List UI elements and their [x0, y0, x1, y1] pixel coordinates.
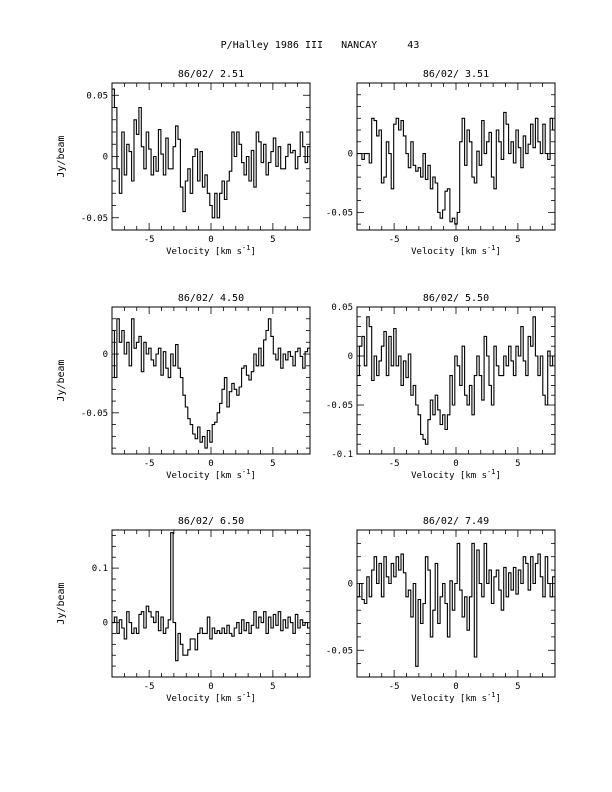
x-axis-label — [166, 244, 256, 257]
x-tick-label: 5 — [515, 459, 521, 469]
x-tick-label: 0 — [453, 682, 459, 692]
y-tick-label: -0.1 — [331, 450, 353, 460]
x-axis-label-text: Velocity [km s — [411, 694, 487, 704]
x-tick-label: 0 — [208, 235, 214, 245]
x-axis-label-exponent: -1 — [487, 244, 496, 252]
y-tick-label: 0 — [102, 152, 108, 163]
y-tick-label: -0.05 — [325, 401, 353, 411]
spectrum-panel-6 — [326, 516, 555, 704]
spectrum-panel-2 — [326, 69, 555, 257]
x-axis-label-exponent: -1 — [242, 468, 251, 476]
y-axis-label: Jy/beam — [56, 359, 67, 402]
spectrum-series-line — [357, 317, 555, 444]
spectrum-panel-4 — [326, 293, 555, 481]
y-tick-label: 0 — [102, 618, 108, 629]
x-tick-label: -5 — [143, 459, 155, 469]
spectrum-panel-1 — [56, 69, 310, 257]
spectrum-series-line — [112, 89, 310, 218]
x-axis-label-close: ] — [495, 471, 501, 481]
y-tick-label: 0.05 — [86, 91, 108, 102]
spectrum-panel-3 — [56, 293, 310, 481]
x-tick-label: 5 — [515, 682, 521, 692]
spectrum-series-line — [357, 112, 555, 224]
y-tick-label: 0.05 — [331, 303, 353, 313]
panel-title: 86/02/ 4.50 — [177, 293, 245, 304]
y-tick-label: 0 — [347, 579, 353, 590]
x-axis-label-exponent: -1 — [242, 244, 251, 252]
x-axis-label — [411, 468, 501, 481]
y-tick-label: 0 — [102, 350, 108, 361]
x-tick-label: 0 — [208, 459, 214, 469]
x-tick-label: 5 — [270, 235, 276, 245]
x-tick-label: -5 — [388, 682, 400, 692]
x-axis-label-close: ] — [495, 247, 501, 257]
x-axis-label-close: ] — [495, 694, 501, 704]
x-axis-label-text: Velocity [km s — [411, 471, 487, 481]
x-tick-label: -5 — [388, 235, 400, 245]
x-axis-label-close: ] — [250, 694, 256, 704]
plot-frame — [357, 530, 555, 677]
y-axis-label: Jy/beam — [56, 135, 67, 178]
plot-frame — [357, 307, 555, 454]
x-tick-label: 0 — [208, 682, 214, 692]
spectrum-series-line — [112, 533, 310, 661]
x-axis-label — [411, 244, 501, 257]
x-axis-label — [411, 691, 501, 704]
x-tick-label: 5 — [270, 459, 276, 469]
page-title: P/Halley 1986 III NANCAY 43 — [220, 40, 420, 51]
y-tick-label: -0.05 — [325, 646, 353, 657]
x-axis-label-exponent: -1 — [487, 468, 496, 476]
x-axis-label-close: ] — [250, 247, 256, 257]
panel-title: 86/02/ 6.50 — [177, 516, 245, 527]
spectrum-series-line — [357, 543, 555, 666]
y-tick-label: -0.05 — [80, 408, 108, 419]
spectrum-panel-5 — [56, 516, 310, 704]
x-tick-label: 5 — [515, 235, 521, 245]
panel-title: 86/02/ 2.51 — [177, 69, 245, 80]
y-tick-label: -0.05 — [80, 213, 108, 224]
x-axis-label-text: Velocity [km s — [166, 694, 242, 704]
y-tick-label: 0 — [347, 352, 353, 362]
x-tick-label: -5 — [143, 235, 155, 245]
panel-title: 86/02/ 5.50 — [422, 293, 490, 304]
x-tick-label: 5 — [270, 682, 276, 692]
x-tick-label: 0 — [453, 459, 459, 469]
panel-title: 86/02/ 7.49 — [422, 516, 490, 527]
x-tick-label: -5 — [143, 682, 155, 692]
y-axis-label: Jy/beam — [56, 582, 67, 625]
y-tick-label: 0 — [347, 149, 353, 160]
spectrum-series-line — [112, 319, 310, 448]
x-tick-label: 0 — [453, 235, 459, 245]
panel-title: 86/02/ 3.51 — [422, 69, 490, 80]
x-axis-label — [166, 468, 256, 481]
y-tick-label: 0.1 — [91, 564, 108, 575]
x-axis-label-exponent: -1 — [242, 691, 251, 699]
x-axis-label-text: Velocity [km s — [166, 471, 242, 481]
plot-frame — [112, 307, 310, 454]
x-tick-label: -5 — [388, 459, 400, 469]
y-tick-label: -0.05 — [325, 208, 353, 219]
x-axis-label — [166, 691, 256, 704]
x-axis-label-text: Velocity [km s — [166, 247, 242, 257]
x-axis-label-exponent: -1 — [487, 691, 496, 699]
plot-frame — [112, 530, 310, 677]
x-axis-label-close: ] — [250, 471, 256, 481]
x-axis-label-text: Velocity [km s — [411, 247, 487, 257]
